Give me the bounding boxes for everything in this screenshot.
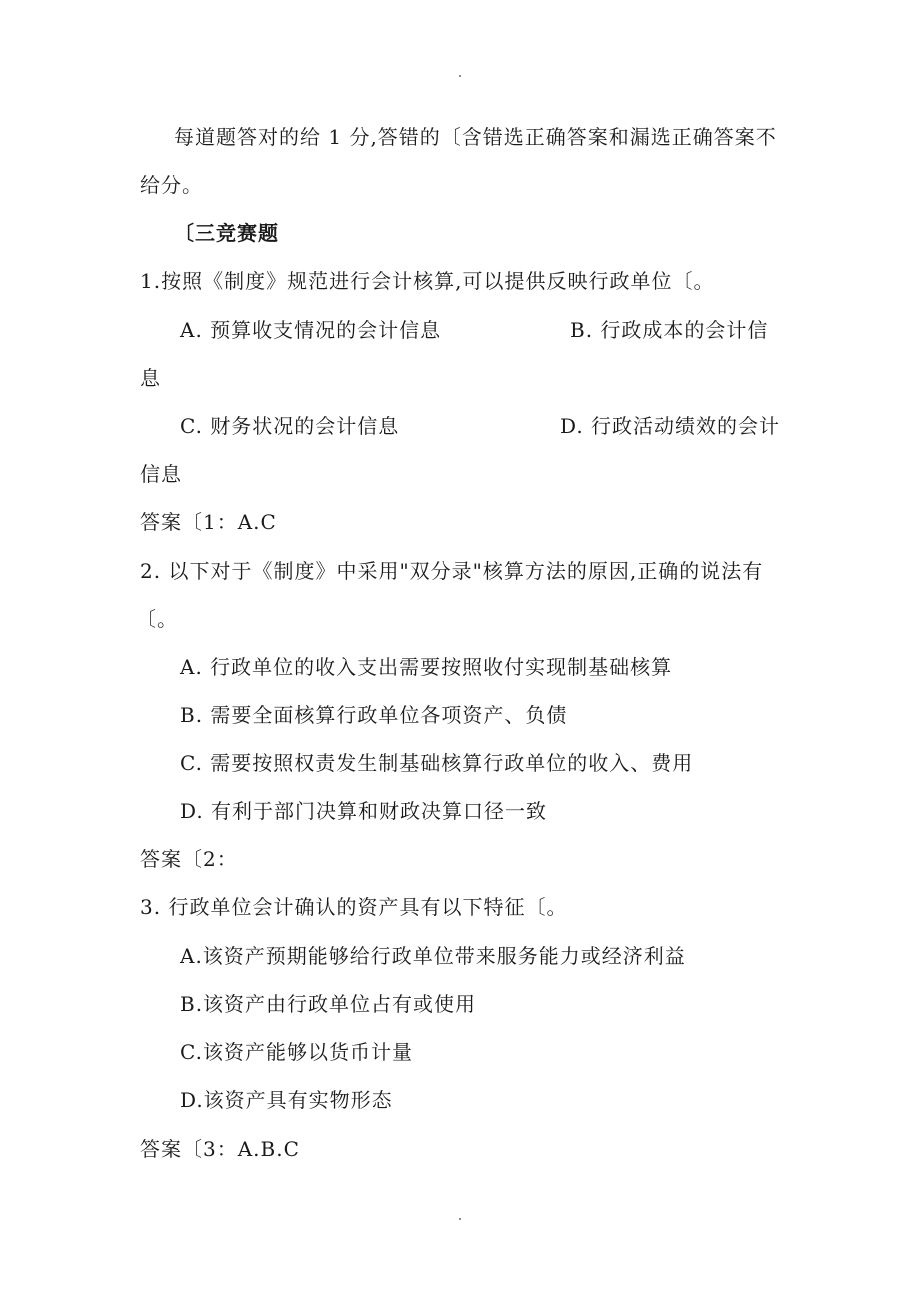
question-1-answer: 答案〔1：A.C	[140, 510, 277, 534]
question-1-option-b-wrap: 息	[140, 366, 161, 390]
question-1-option-c: C. 财务状况的会计信息	[180, 414, 400, 438]
question-2-stem-wrap: 〔。	[136, 607, 178, 631]
question-2-option-c: C. 需要按照权责发生制基础核算行政单位的收入、费用	[180, 751, 694, 775]
intro-line-1: 每道题答对的给 1 分,答错的〔含错选正确答案和漏选正确答案不	[174, 125, 777, 149]
question-1-stem: 1.按照《制度》规范进行会计核算,可以提供反映行政单位〔。	[140, 269, 715, 293]
question-1-option-d: D. 行政活动绩效的会计	[560, 414, 781, 438]
intro-line-2: 给分。	[140, 173, 203, 197]
question-1-option-a: A. 预算收支情况的会计信息	[180, 318, 442, 342]
question-2-option-d: D. 有利于部门决算和财政决算口径一致	[180, 799, 548, 823]
question-3-option-a: A.该资产预期能够给行政单位带来服务能力或经济利益	[180, 944, 686, 968]
question-1-option-d-wrap: 信息	[140, 462, 182, 486]
question-2-stem: 2. 以下对于《制度》中采用"双分录"核算方法的原因,正确的说法有	[140, 559, 764, 583]
section-title: 〔三竞赛题	[174, 221, 279, 245]
question-3-answer: 答案〔3：A.B.C	[140, 1137, 300, 1161]
question-3-option-b: B.该资产由行政单位占有或使用	[180, 992, 477, 1016]
header-dot	[459, 75, 461, 77]
question-2-answer: 答案〔2：	[140, 847, 238, 871]
question-3-stem: 3. 行政单位会计确认的资产具有以下特征〔。	[140, 895, 568, 919]
question-3-option-d: D.该资产具有实物形态	[180, 1088, 393, 1112]
question-1-option-b: B. 行政成本的会计信	[570, 318, 769, 342]
question-3-option-c: C.该资产能够以货币计量	[180, 1040, 413, 1064]
question-2-option-a: A. 行政单位的收入支出需要按照收付实现制基础核算	[180, 655, 673, 679]
footer-dot	[459, 1218, 461, 1220]
question-2-option-b: B. 需要全面核算行政单位各项资产、负债	[180, 703, 568, 727]
